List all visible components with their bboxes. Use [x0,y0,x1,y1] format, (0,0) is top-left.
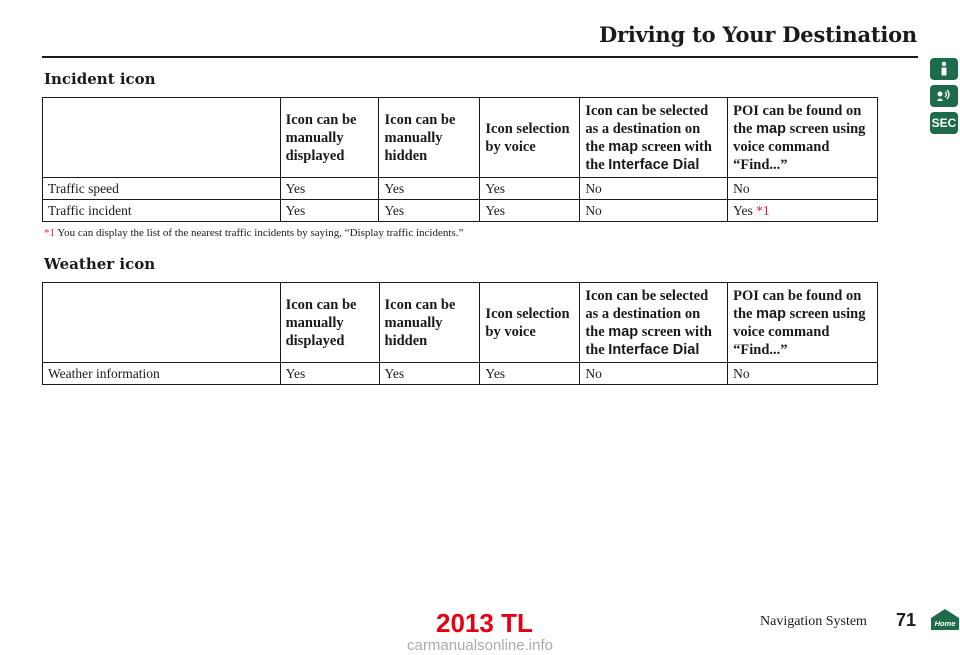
footnote-reference-link[interactable]: *1 [756,202,770,218]
table-cell: Yes [280,200,379,222]
footer-section-title: Navigation System [760,614,867,629]
table-cell: No [580,178,728,200]
incident-heading: Incident icon [44,70,156,88]
footnote [44,227,463,239]
header-manually-displayed: Icon can be manually displayed [280,283,379,363]
table-cell: No [728,363,878,385]
footnote-text: You can display the list of the nearest traffic incidents by saying, “Display traffic incidents.” [57,227,464,239]
model-mark: 2013 TL [436,608,533,638]
table-cell: Yes *1 [728,200,878,222]
table-cell: Yes [379,200,480,222]
header-manually-hidden: Icon can be manually hidden [379,283,480,363]
header-poi-found: POI can be found on the map screen using voice command “Find...” [728,283,878,363]
table-cell: No [580,200,728,222]
header-selection-voice: Icon selection by voice [480,283,580,363]
sec-tab[interactable]: SEC [930,112,958,134]
table-cell: Yes [480,200,580,222]
footnote-mark: *1 [44,227,55,239]
watermark: carmanualsonline.info [407,637,553,654]
home-icon[interactable] [930,607,960,631]
table-cell: Yes [280,178,379,200]
weather-table [42,282,878,385]
info-icon [937,61,951,77]
page-title: Driving to Your Destination [598,22,917,47]
header-blank [43,98,281,178]
row-label: Traffic incident [43,200,281,222]
table-cell: Yes [379,363,480,385]
table-cell: Yes [480,178,580,200]
header-poi-found: POI can be found on the map screen using voice command “Find...” [728,98,878,178]
row-label: Traffic speed [43,178,281,200]
incident-table [42,97,878,222]
header-selectable-destination: Icon can be selected as a destination on the map screen with the Interface Dial [580,283,728,363]
voice-icon [935,89,953,103]
table-row [43,178,878,200]
table-row [43,363,878,385]
table-cell: Yes [480,363,580,385]
header-selection-voice: Icon selection by voice [480,98,580,178]
title-divider [42,56,918,58]
info-tab[interactable] [930,58,958,80]
table-cell: Yes [280,363,379,385]
table-cell: Yes [379,178,480,200]
table-cell: No [580,363,728,385]
voice-tab[interactable] [930,85,958,107]
header-manually-hidden: Icon can be manually hidden [379,98,480,178]
page-number: 71 [896,610,917,630]
table-row [43,200,878,222]
header-selectable-destination: Icon can be selected as a destination on the map screen with the Interface Dial [580,98,728,178]
header-blank [43,283,281,363]
row-label: Weather information [43,363,281,385]
table-cell: No [728,178,878,200]
header-manually-displayed: Icon can be manually displayed [280,98,379,178]
home-label: Home [934,619,956,628]
weather-heading: Weather icon [44,255,156,273]
